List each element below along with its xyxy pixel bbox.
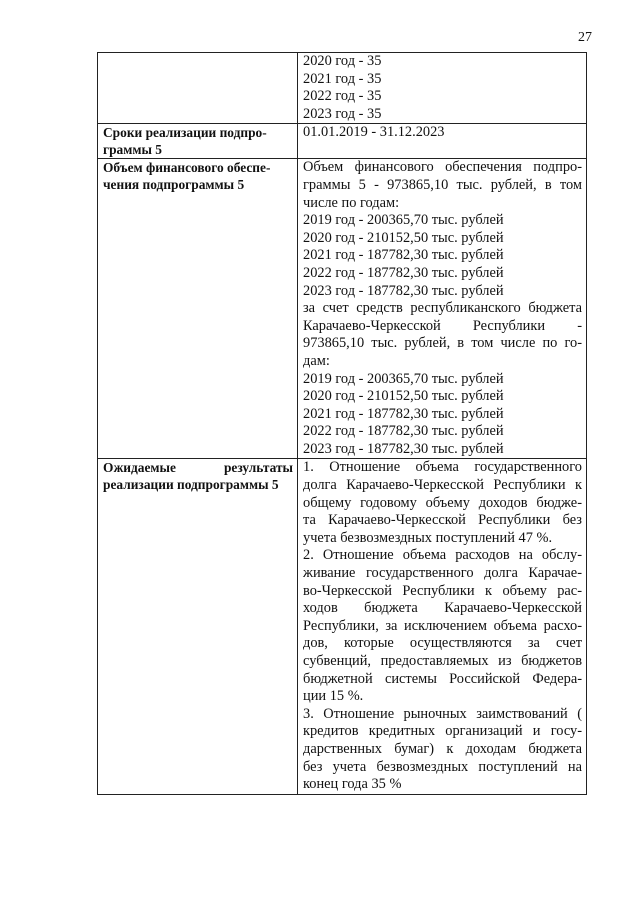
text-line: субвенций, предоставляемых из бюджетов (303, 653, 582, 669)
text-line: 973865,10 тыс. рублей, в том числе по го- (303, 335, 582, 352)
text-line: 2. Отношение объема расходов на обслу- (303, 547, 582, 564)
table-row-indicator-values (98, 53, 587, 124)
text-line: общему годовому объему доходов бюдже- (303, 494, 582, 511)
row-value-implementation-period (298, 124, 587, 159)
text-line: 1. Отношение объема государственного (303, 459, 582, 476)
label-line: Ожидаемые результаты (103, 460, 293, 476)
text-line: Республики, за исключением объема расхо- (303, 617, 582, 634)
text-line: ходов бюджета Карачаево-Черкесской (303, 600, 582, 617)
text-line: граммы 5 - 973865,10 тыс. рублей, в том (303, 176, 582, 193)
table-row-financing-volume (98, 159, 587, 459)
text-line: 2021 год - 35 (303, 70, 382, 87)
text-line: 3. Отношение рыночных заимствований ( (303, 705, 582, 722)
text-line: 2020 год - 210152,50 тыс. рублей (303, 388, 504, 405)
text-line: конец года 35 % (303, 776, 402, 793)
label-line: граммы 5 (103, 142, 162, 158)
text-line: дам: (303, 352, 330, 369)
text-line: та Карачаево-Черкесской Республики без (303, 512, 582, 529)
text-line: числе по годам: (303, 194, 400, 211)
subprogram-passport-table (97, 52, 587, 795)
text-line: 2019 год - 200365,70 тыс. рублей (303, 370, 504, 387)
text-line: кредитов кредитных организаций и госу- (303, 723, 582, 740)
text-line: во-Черкесской Республики к объему рас- (303, 582, 582, 599)
text-line: 2022 год - 187782,30 тыс. рублей (303, 423, 504, 440)
label-line: Сроки реализации подпро- (103, 125, 267, 141)
text-line: дарственных бумаг) к доходам бюджета (303, 740, 582, 757)
text-line: живание государственного долга Карачае- (303, 565, 582, 582)
row-label-empty (98, 53, 298, 124)
text-line: 2022 год - 187782,30 тыс. рублей (303, 264, 504, 281)
row-label-implementation-period (98, 124, 298, 159)
label-line: реализации подпрограммы 5 (103, 477, 279, 493)
table-row-expected-results (98, 459, 587, 794)
label-line: Объем финансового обеспе- (103, 160, 271, 176)
label-line: чения подпрограммы 5 (103, 177, 245, 193)
text-line: дов, которые осуществляются за счет (303, 635, 582, 652)
text-line: за счет средств республиканского бюджета (303, 300, 582, 317)
text-line: учета безвозмездных поступлений 47 %. (303, 529, 553, 546)
page-number: 27 (578, 30, 592, 45)
text-line: долга Карачаево-Черкесской Республики к (303, 477, 582, 494)
text-line: Объем финансового обеспечения подпро- (303, 159, 582, 176)
text-line: 2021 год - 187782,30 тыс. рублей (303, 405, 504, 422)
row-value-expected-results (298, 459, 587, 794)
text-line: 2023 год - 187782,30 тыс. рублей (303, 440, 504, 457)
row-label-expected-results (98, 459, 298, 794)
text-line: 2019 год - 200365,70 тыс. рублей (303, 212, 504, 229)
text-line: 2022 год - 35 (303, 88, 382, 105)
text-line: 2020 год - 210152,50 тыс. рублей (303, 229, 504, 246)
text-line: 2023 год - 187782,30 тыс. рублей (303, 282, 504, 299)
text-line: 2021 год - 187782,30 тыс. рублей (303, 247, 504, 264)
text-line: ции 15 %. (303, 688, 364, 705)
text-line: без учета безвозмездных поступлений на (303, 758, 582, 775)
text-line: Карачаево-Черкесской Республики - (303, 317, 582, 334)
row-label-financing-volume (98, 159, 298, 459)
text-line: 01.01.2019 - 31.12.2023 (303, 124, 445, 141)
table-row-implementation-period (98, 124, 587, 159)
text-line: 2020 год - 35 (303, 53, 382, 69)
text-line: 2023 год - 35 (303, 105, 382, 122)
row-value-financing-volume (298, 159, 587, 459)
text-line: бюджетной системы Российской Федера- (303, 670, 582, 687)
row-value-indicator-values (298, 53, 587, 124)
